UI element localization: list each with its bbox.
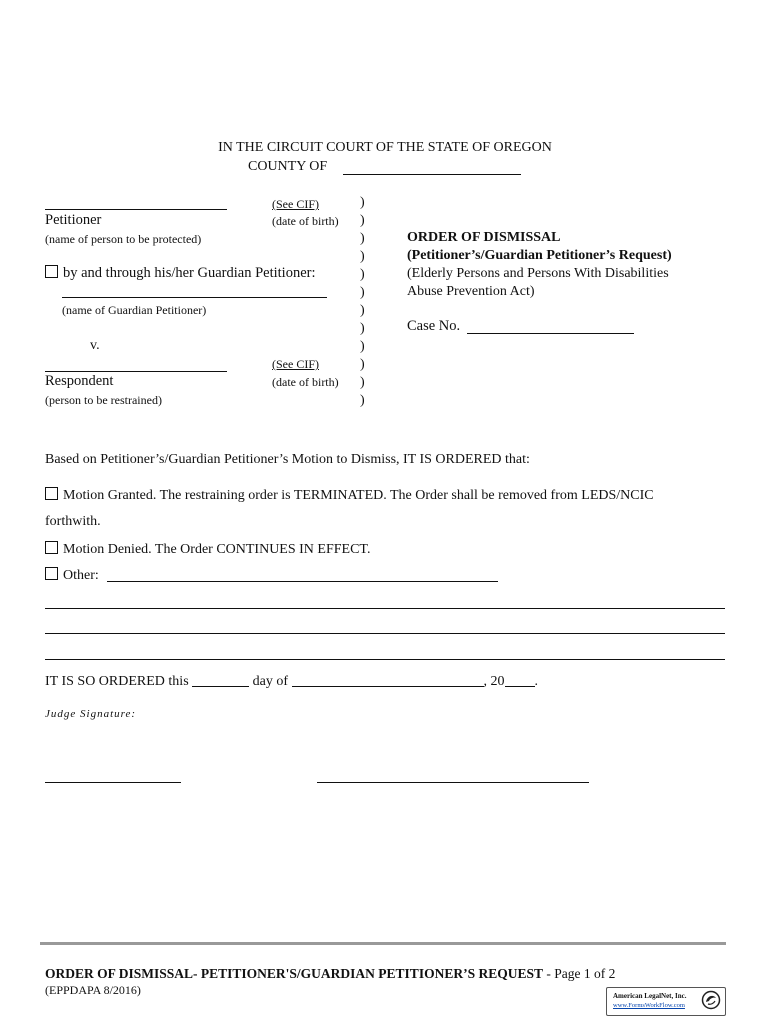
granted-checkbox[interactable] (45, 487, 58, 500)
other-blank[interactable] (107, 581, 498, 582)
other-continuation-line[interactable] (45, 608, 725, 609)
caption-paren: ) (360, 339, 365, 354)
caption-paren: ) (360, 357, 365, 372)
respondent-label: Respondent (45, 373, 114, 389)
so-ordered-label: IT IS SO ORDERED this (45, 674, 189, 689)
petitioner-see-cif: (See CIF) (272, 197, 319, 211)
respondent-see-cif: (See CIF) (272, 357, 319, 371)
guardian-note: (name of Guardian Petitioner) (62, 303, 207, 317)
other-continuation-line[interactable] (45, 633, 725, 634)
caption-paren: ) (360, 231, 365, 246)
caption-paren: ) (360, 375, 365, 390)
publisher-name: American LegalNet, Inc. (613, 992, 687, 1000)
petitioner-dob-label: (date of birth) (272, 214, 339, 228)
caption-paren: ) (360, 321, 365, 336)
guardian-name-blank[interactable] (62, 297, 327, 298)
county-label: COUNTY OF (248, 159, 328, 174)
other-label: Other: (63, 568, 99, 583)
court-heading: IN THE CIRCUIT COURT OF THE STATE OF OREGON (218, 140, 552, 155)
order-title: ORDER OF DISMISSAL (407, 230, 561, 245)
petitioner-name-blank[interactable] (45, 209, 227, 210)
caption-paren: ) (360, 393, 365, 408)
caption-paren: ) (360, 303, 365, 318)
case-number-blank[interactable] (467, 333, 634, 334)
county-blank[interactable] (343, 174, 521, 175)
other-continuation-line[interactable] (45, 659, 725, 660)
granted-row (45, 487, 654, 504)
granted-text: Motion Granted. The restraining order is TERMINATED. The Order shall be removed from LEDS/NCIC (63, 488, 654, 503)
judge-signature-label: Judge Signature: (45, 708, 137, 720)
other-row (45, 567, 99, 584)
day-blank[interactable] (192, 672, 249, 687)
month-blank[interactable] (292, 672, 484, 687)
case-number-label: Case No. (407, 318, 461, 334)
footer-divider (40, 942, 726, 945)
publisher-logo-icon (701, 990, 721, 1010)
publisher-link[interactable]: www.FormsWorkFlow.com (613, 1002, 685, 1009)
caption-paren: ) (360, 285, 365, 300)
caption-paren: ) (360, 213, 365, 228)
petitioner-note: (name of person to be protected) (45, 232, 202, 246)
footer-page: - Page 1 of 2 (542, 966, 616, 981)
respondent-note: (person to be restrained) (45, 393, 162, 407)
order-subtitle: (Petitioner’s/Guardian Petitioner’s Request) (407, 248, 672, 263)
so-ordered-row (45, 672, 538, 690)
publisher-stamp (606, 987, 726, 1016)
day-of-label: day of (252, 674, 289, 689)
granted-text-cont: forthwith. (45, 514, 101, 529)
guardian-checkbox-row (45, 265, 316, 282)
respondent-dob-label: (date of birth) (272, 375, 339, 389)
judge-signature-line[interactable] (317, 782, 589, 783)
year-prefix: , 20 (483, 674, 505, 689)
act-line-1: (Elderly Persons and Persons With Disabilities (407, 266, 669, 281)
footer-title: ORDER OF DISMISSAL- PETITIONER'S/GUARDIAN PETITIONER’S REQUEST (45, 966, 543, 981)
period: . (534, 674, 539, 689)
signature-date-line[interactable] (45, 782, 181, 783)
act-line-2: Abuse Prevention Act) (407, 284, 535, 299)
denied-checkbox[interactable] (45, 541, 58, 554)
petitioner-label: Petitioner (45, 212, 102, 228)
caption-paren: ) (360, 195, 365, 210)
denied-row (45, 541, 370, 558)
year-blank[interactable] (505, 672, 535, 687)
footer-form-code: (EPPDAPA 8/2016) (45, 983, 141, 997)
caption-paren: ) (360, 267, 365, 282)
guardian-check-label: by and through his/her Guardian Petitioner: (63, 265, 316, 281)
denied-text: Motion Denied. The Order CONTINUES IN EFFECT. (63, 542, 371, 557)
order-intro: Based on Petitioner’s/Guardian Petitioner’s Motion to Dismiss, IT IS ORDERED that: (45, 452, 530, 467)
respondent-name-blank[interactable] (45, 371, 227, 372)
caption-paren: ) (360, 249, 365, 264)
footer-title-row (45, 966, 615, 982)
versus-label: v. (90, 338, 100, 353)
other-checkbox[interactable] (45, 567, 58, 580)
guardian-checkbox[interactable] (45, 265, 58, 278)
